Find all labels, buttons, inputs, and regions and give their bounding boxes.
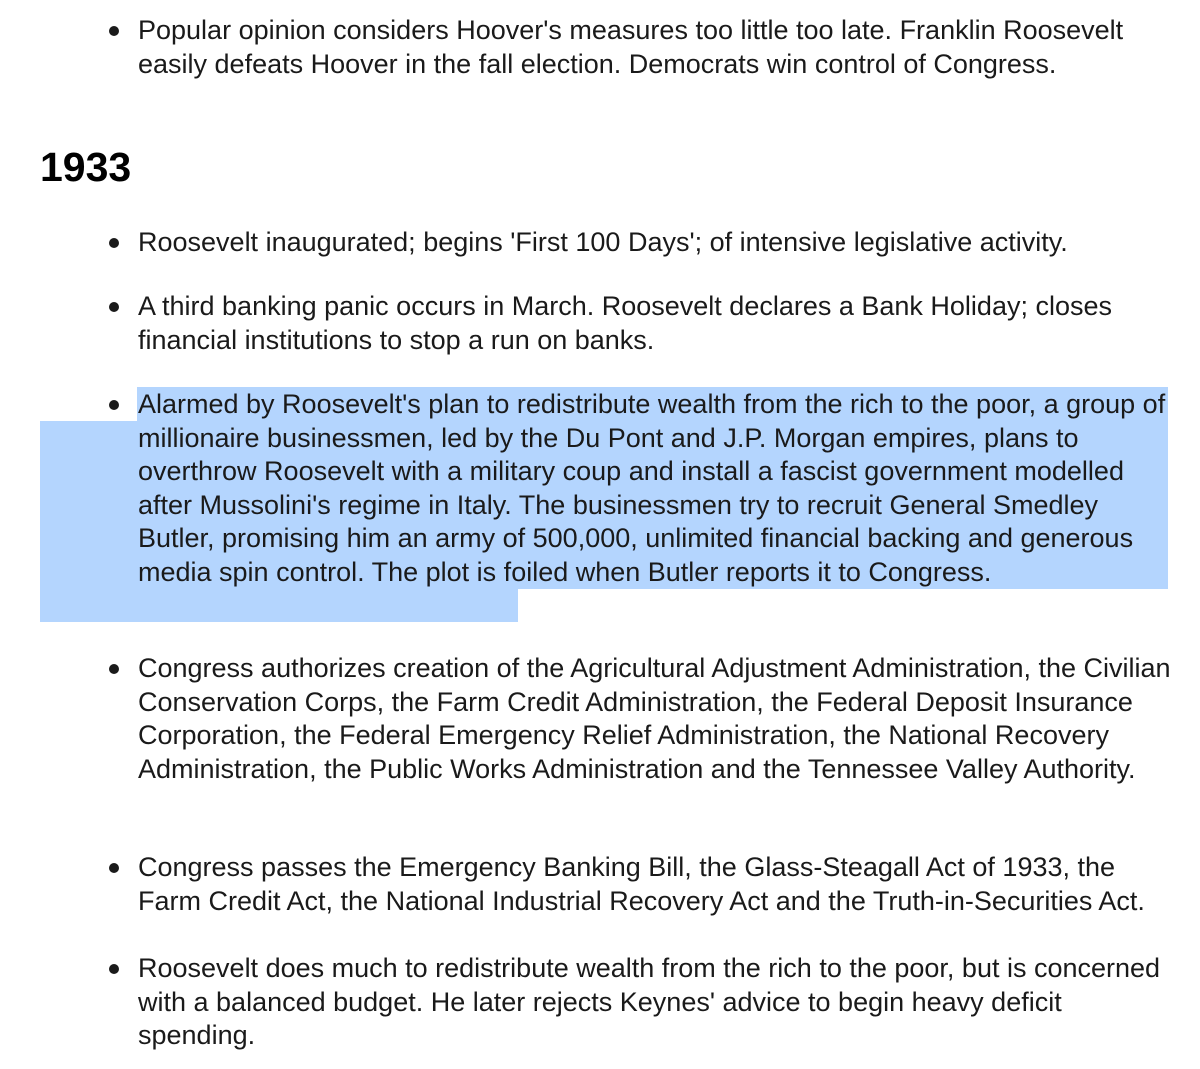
list-item-text: Roosevelt inaugurated; begins 'First 100 Days'; of intensive legislative activity. — [138, 227, 1068, 257]
bullet-icon — [109, 26, 119, 36]
list-item — [138, 14, 1178, 81]
list-item-text: A third banking panic occurs in March. Roosevelt declares a Bank Holiday; closes financial institutions to stop a run on banks. — [138, 291, 1112, 355]
bullet-icon — [109, 400, 119, 410]
list-item-text: Roosevelt does much to redistribute wealth from the rich to the poor, but is concerned with a balanced budget. He later rejects Keynes' advice to begin heavy deficit spending. — [138, 953, 1161, 1050]
text-selection-highlight — [40, 589, 518, 622]
bullet-icon — [109, 964, 119, 974]
list-item-text[interactable]: Alarmed by Roosevelt's plan to redistribute wealth from the rich to the poor, a group of millionaire businessmen, led by the Du Pont and J.P. Morgan empires, plans to overthrow Roosevelt with a military coup and install a fascist government modelled after Mussolini's regime in Italy. The businessmen try to recruit General Smedley Butler, promising him an army of 500,000, unlimited financial backing and generous media spin control. The plot is foiled when Butler reports it to Congress. — [138, 389, 1166, 587]
bullet-icon — [109, 664, 119, 674]
list-item — [138, 952, 1178, 1053]
list-item — [138, 652, 1178, 786]
list-item-text: Congress passes the Emergency Banking Bill, the Glass-Steagall Act of 1933, the Farm Credit Act, the National Industrial Recovery Act and the Truth-in-Securities Act. — [138, 852, 1145, 916]
list-item — [138, 226, 1178, 260]
list-item-text: Congress authorizes creation of the Agricultural Adjustment Administration, the Civilian Conservation Corps, the Farm Credit Administration, the Federal Deposit Insurance Corporation, the Federal Emergency Relief Administration, the National Recovery Administration, the Public Works Administration and the Tennessee Valley Authority. — [138, 653, 1171, 784]
list-item — [138, 851, 1178, 918]
bullet-icon — [109, 302, 119, 312]
bullet-icon — [109, 238, 119, 248]
list-item — [138, 290, 1178, 357]
bullet-icon — [109, 863, 119, 873]
list-item-selected[interactable] — [138, 388, 1178, 589]
list-item-text: Popular opinion considers Hoover's measures too little too late. Franklin Roosevelt easily defeats Hoover in the fall election. Democrats win control of Congress. — [138, 15, 1124, 79]
section-heading-year: 1933 — [40, 144, 132, 190]
